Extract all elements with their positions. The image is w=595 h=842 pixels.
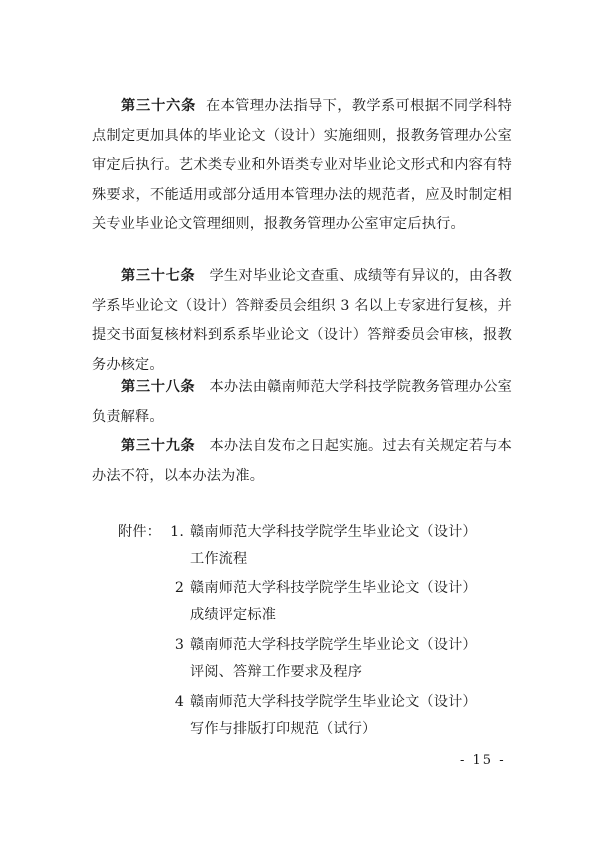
article-number: 第三十七条 bbox=[121, 268, 196, 284]
attachment-subtitle: 评阅、答辩工作要求及程序 bbox=[190, 664, 363, 680]
attachment-index: 4 bbox=[174, 694, 184, 710]
article-38 bbox=[92, 373, 512, 432]
attachment-label: 附件： bbox=[118, 524, 162, 540]
article-text: 学生对毕业论文查重、成绩等有异议的，由各教学系毕业论文（设计）答辩委员会组织 3 名以上专家进行复核，并提交书面复核材料到系系毕业论文（设计）答辩委员会审核，报教务办核定。 bbox=[92, 268, 512, 373]
article-37 bbox=[92, 262, 512, 380]
article-number: 第三十六条 bbox=[121, 98, 197, 114]
attachment-subtitle: 成绩评定标准 bbox=[190, 607, 277, 623]
attachment-title: 赣南师范大学科技学院学生毕业论文（设计） bbox=[190, 580, 477, 596]
article-39 bbox=[92, 432, 512, 491]
attachment-subtitle: 写作与排版打印规范（试行） bbox=[190, 721, 377, 737]
attachment-title: 赣南师范大学科技学院学生毕业论文（设计） bbox=[190, 637, 477, 653]
attachment-index: 1. bbox=[170, 524, 184, 540]
attachment-index: 2 bbox=[174, 580, 184, 596]
article-36 bbox=[92, 92, 512, 240]
article-text: 本办法自发布之日起实施。过去有关规定若与本办法不符，以本办法为准。 bbox=[92, 438, 512, 484]
attachment-subtitle: 工作流程 bbox=[190, 551, 248, 567]
attachment-title: 赣南师范大学科技学院学生毕业论文（设计） bbox=[190, 524, 477, 540]
article-text: 本办法由赣南师范大学科技学院教务管理办公室负责解释。 bbox=[92, 379, 512, 425]
article-number: 第三十八条 bbox=[121, 379, 196, 395]
article-text: 在本管理办法指导下，教学系可根据不同学科特点制定更加具体的毕业论文（设计）实施细则，报教务管理办公室审定后执行。艺术类专业和外语类专业对毕业论文形式和内容有特殊要求，不能适用或部分适用本管理办法的规范者，应及时制定相关专业毕业论文管理细则，报教务管理办公室审定后执行。 bbox=[92, 98, 512, 232]
article-number: 第三十九条 bbox=[121, 438, 196, 454]
page-number: - 15 - bbox=[460, 753, 506, 768]
attachment-index: 3 bbox=[174, 637, 184, 653]
attachment-title: 赣南师范大学科技学院学生毕业论文（设计） bbox=[190, 694, 477, 710]
